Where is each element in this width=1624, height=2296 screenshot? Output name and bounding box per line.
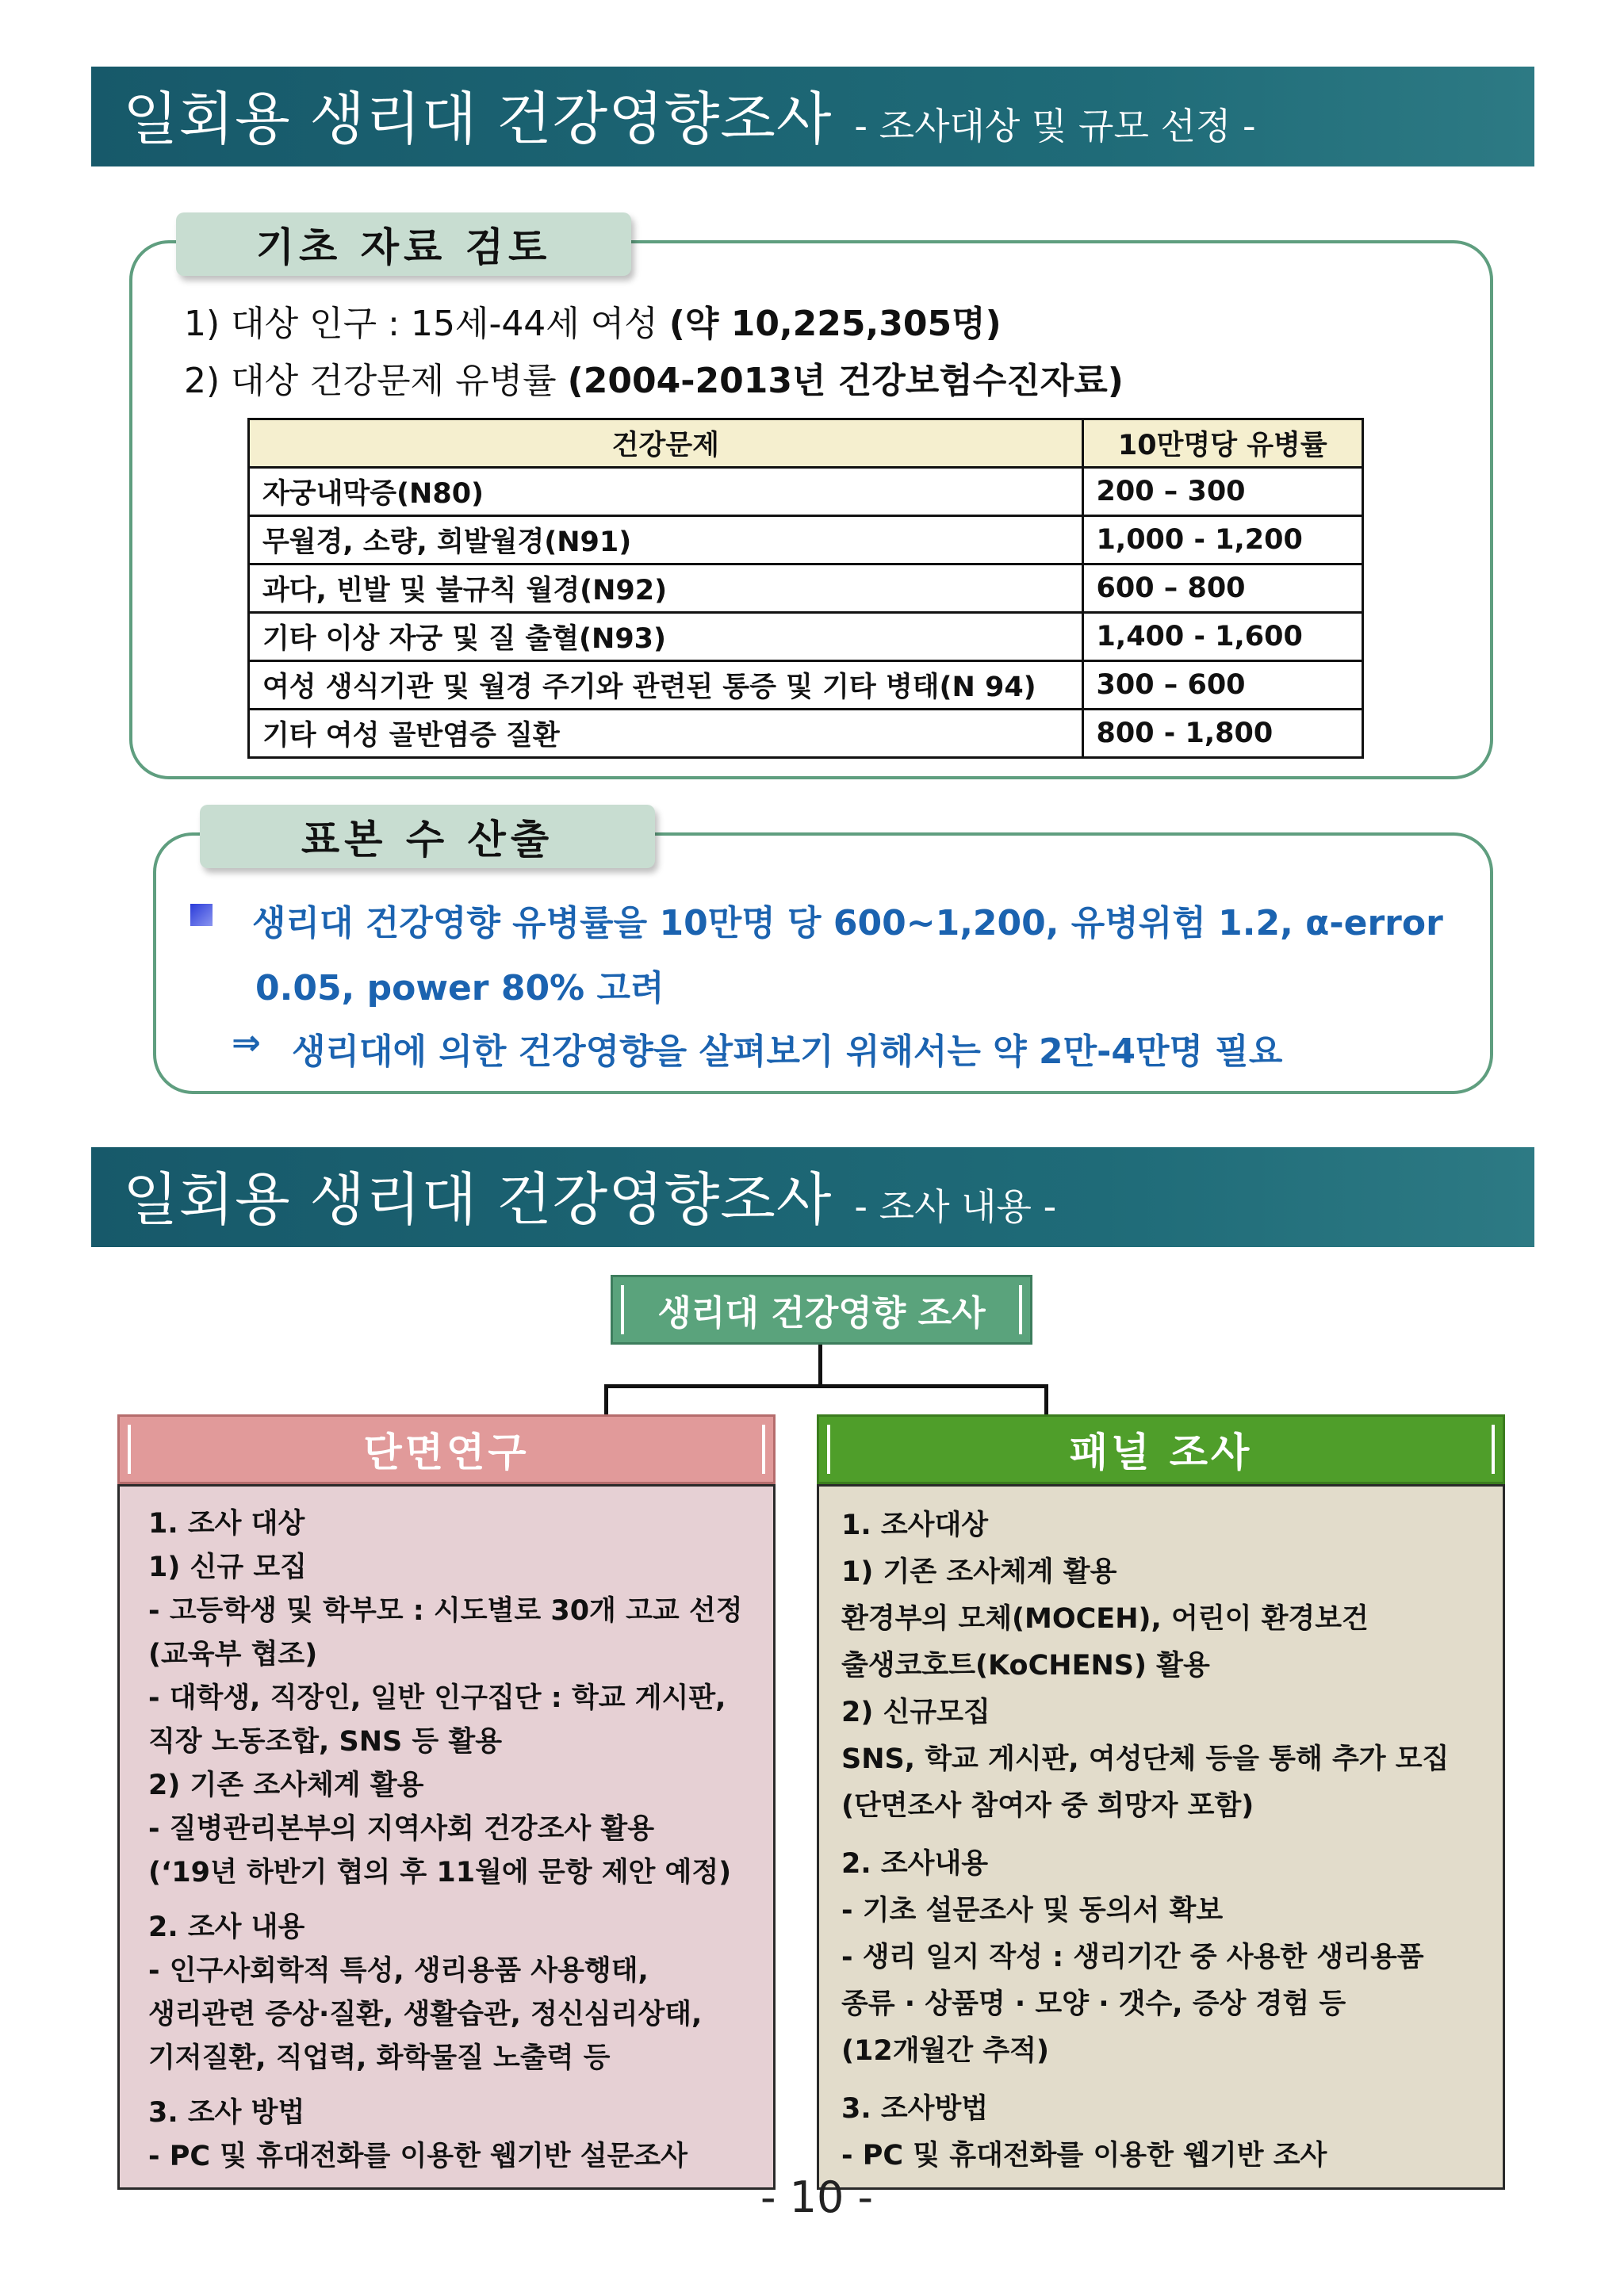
list-item: 1) 신규 모집 [148, 1552, 307, 1583]
table-cell: 과다, 빈발 및 불규칙 월경(N92) [249, 564, 1083, 613]
arrow-right-icon: ⇒ [232, 1023, 261, 1063]
list-item: (교육부 협조) [148, 1639, 318, 1670]
page-number: - 10 - [760, 2172, 873, 2222]
list-item: 직장 노동조합, SNS 등 활용 [148, 1726, 503, 1758]
sample-size-tab: 표본 수 산출 [200, 805, 655, 868]
list-item: 1) 기존 조사체계 활용 [841, 1556, 1117, 1588]
banner-subtitle: - 조사대상 및 규모 선정 - [854, 105, 1256, 147]
list-item: 2. 조사내용 [841, 1848, 989, 1880]
prevalence-text: 2) 대상 건강문제 유병률 [184, 361, 568, 401]
prevalence-line [184, 352, 1124, 403]
list-item: 환경부의 모체(MOCEH), 어린이 환경보건 [841, 1603, 1369, 1635]
list-item: 3. 조사방법 [841, 2093, 989, 2125]
list-item: - 대학생, 직장인, 일반 인구집단 : 학교 게시판, [148, 1682, 726, 1714]
target-population-count: (약 10,225,305명) [668, 304, 1002, 344]
list-item: - 질병관리본부의 지역사회 건강조사 활용 [148, 1813, 655, 1845]
table-row [249, 613, 1363, 661]
header-banner-1 [91, 67, 1534, 166]
sample-size-conclusion: 생리대에 의한 건강영향을 살펴보기 위해서는 약 2만-4만명 필요 [292, 1031, 1283, 1072]
connector-line [1044, 1384, 1048, 1416]
target-population-text: 1) 대상 인구 : 15세-44세 여성 [184, 304, 669, 344]
list-item: - 고등학생 및 학부모 : 시도별로 30개 고교 선정 [148, 1595, 743, 1627]
sample-size-criteria-line1: 생리대 건강영향 유병률을 10만명 당 600~1,200, 유병위험 1.2, α-error [252, 903, 1443, 943]
cross-sectional-study-body [117, 1484, 776, 2190]
table-cell: 자궁내막증(N80) [249, 468, 1083, 516]
table-cell: 200 – 300 [1082, 468, 1362, 516]
table-cell: 기타 여성 골반염증 질환 [249, 710, 1083, 758]
table-row [249, 710, 1363, 758]
connector-line [818, 1345, 822, 1386]
list-item: SNS, 학교 게시판, 여성단체 등을 통해 추가 모집 [841, 1743, 1450, 1775]
banner-title: 일회용 생리대 건강영향조사 [123, 86, 833, 152]
basic-data-review-tab: 기초 자료 검토 [176, 212, 631, 276]
list-item: 기저질환, 직업력, 화학물질 노출력 등 [148, 2042, 611, 2074]
banner-title: 일회용 생리대 건강영향조사 [123, 1166, 833, 1233]
survey-root-box: 생리대 건강영향 조사 [611, 1275, 1032, 1345]
table-row [249, 516, 1363, 564]
table-row [249, 468, 1363, 516]
list-item: - 인구사회학적 특성, 생리용품 사용행태, [148, 1955, 649, 1987]
banner-subtitle: - 조사 내용 - [854, 1185, 1057, 1228]
cross-sectional-study-header: 단면연구 [117, 1414, 776, 1484]
prevalence-source: (2004-2013년 건강보험수진자료) [567, 361, 1124, 401]
panel-survey-header: 패널 조사 [817, 1414, 1505, 1484]
target-population-line [184, 295, 1002, 346]
table-cell: 여성 생식기관 및 월경 주기와 관련된 통증 및 기타 병태(N 94) [249, 661, 1083, 710]
list-item: (12개월간 추적) [841, 2035, 1049, 2067]
sample-size-criteria-line2: 0.05, power 80% 고려 [255, 968, 665, 1008]
list-item: - PC 및 휴대전화를 이용한 웹기반 조사 [841, 2140, 1327, 2172]
table-cell: 기타 이상 자궁 및 질 출혈(N93) [249, 613, 1083, 661]
table-cell: 무월경, 소량, 희발월경(N91) [249, 516, 1083, 564]
table-row [249, 661, 1363, 710]
table-cell: 1,000 - 1,200 [1082, 516, 1362, 564]
list-item: 2) 신규모집 [841, 1697, 990, 1728]
list-item: - 생리 일지 작성 : 생리기간 중 사용한 생리용품 [841, 1942, 1424, 1973]
header-banner-2 [91, 1147, 1534, 1247]
list-item: 2. 조사 내용 [148, 1911, 305, 1943]
list-item: 3. 조사 방법 [148, 2097, 305, 2129]
square-bullet-icon [190, 904, 213, 926]
table-cell: 300 – 600 [1082, 661, 1362, 710]
table-cell: 1,400 - 1,600 [1082, 613, 1362, 661]
table-cell: 600 – 800 [1082, 564, 1362, 613]
connector-line [604, 1384, 1048, 1388]
table-header-cell: 10만명당 유병률 [1082, 419, 1362, 468]
panel-survey-body [817, 1484, 1505, 2190]
table-header-cell: 건강문제 [249, 419, 1083, 468]
list-item: 출생코호트(KoCHENS) 활용 [841, 1650, 1210, 1682]
list-item: 생리관련 증상·질환, 생활습관, 정신심리상태, [148, 1999, 703, 2030]
table-header-row [249, 419, 1363, 468]
prevalence-table [247, 418, 1364, 759]
list-item: (‘19년 하반기 협의 후 11월에 문항 제안 예정) [148, 1857, 732, 1888]
connector-line [604, 1384, 608, 1416]
table-row [249, 564, 1363, 613]
list-item: - 기초 설문조사 및 동의서 확보 [841, 1895, 1224, 1927]
list-item: (단면조사 참여자 중 희망자 포함) [841, 1790, 1254, 1822]
table-cell: 800 - 1,800 [1082, 710, 1362, 758]
list-item: 1. 조사 대상 [148, 1508, 305, 1540]
list-item: 종류 · 상품명 · 모양 · 갯수, 증상 경험 등 [841, 1988, 1346, 2020]
list-item: 2) 기존 조사체계 활용 [148, 1770, 424, 1801]
list-item: 1. 조사대상 [841, 1510, 989, 1541]
list-item: - PC 및 휴대전화를 이용한 웹기반 설문조사 [148, 2141, 688, 2172]
